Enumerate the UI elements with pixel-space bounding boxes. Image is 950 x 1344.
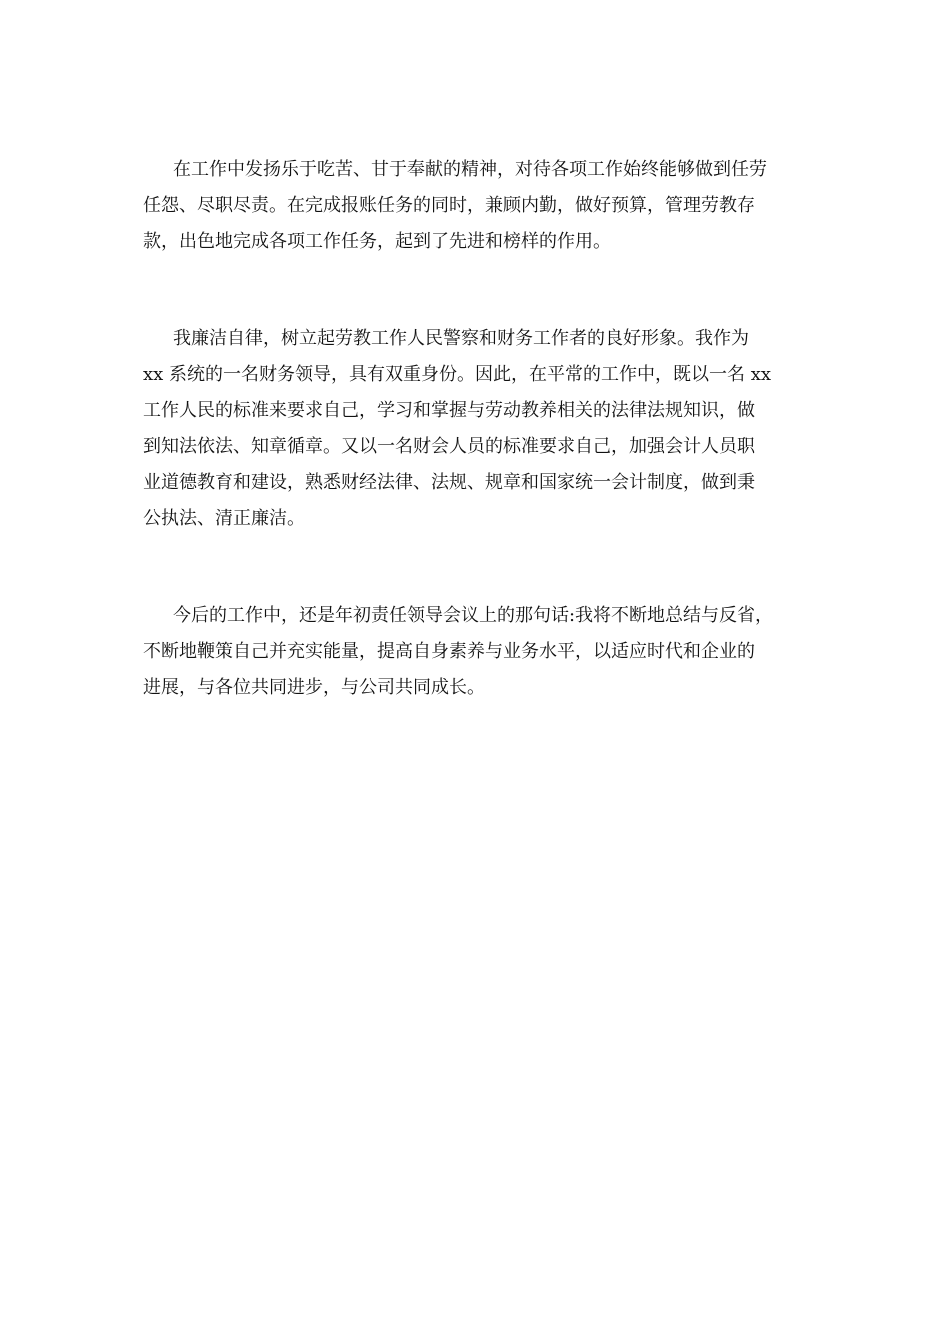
paragraph-line: 任怨、尽职尽责。在完成报账任务的同时，兼顾内勤，做好预算，管理劳教存: [143, 195, 755, 216]
document-body: [143, 152, 808, 706]
paragraph-line: 款，出色地完成各项工作任务，起到了先进和榜样的作用。: [143, 231, 611, 252]
paragraph-line: 我廉洁自律，树立起劳教工作人民警察和财务工作者的良好形象。我作为: [173, 328, 749, 349]
paragraph-line: 进展，与各位共同进步，与公司共同成长。: [143, 677, 485, 698]
paragraph-line: 不断地鞭策自己并充实能量，提高自身素养与业务水平，以适应时代和企业的: [143, 641, 755, 662]
paragraph-2: [143, 321, 808, 537]
paragraph-spacer: [143, 537, 808, 598]
paragraph-line: 在工作中发扬乐于吃苦、甘于奉献的精神，对待各项工作始终能够做到任劳: [173, 159, 767, 180]
paragraph-line: 到知法依法、知章循章。又以一名财会人员的标准要求自己，加强会计人员职: [143, 436, 755, 457]
paragraph-line: 公执法、清正廉洁。: [143, 508, 305, 529]
paragraph-1: [143, 152, 808, 260]
paragraph-line: xx 系统的一名财务领导，具有双重身份。因此，在平常的工作中，既以一名 xx: [143, 364, 772, 385]
paragraph-spacer: [143, 260, 808, 321]
paragraph-line: 今后的工作中，还是年初责任领导会议上的那句话:我将不断地总结与反省，: [173, 605, 774, 626]
paragraph-line: 工作人民的标准来要求自己，学习和掌握与劳动教养相关的法律法规知识，做: [143, 400, 755, 421]
paragraph-line: 业道德教育和建设，熟悉财经法律、法规、规章和国家统一会计制度，做到秉: [143, 472, 755, 493]
paragraph-3: [143, 598, 808, 706]
